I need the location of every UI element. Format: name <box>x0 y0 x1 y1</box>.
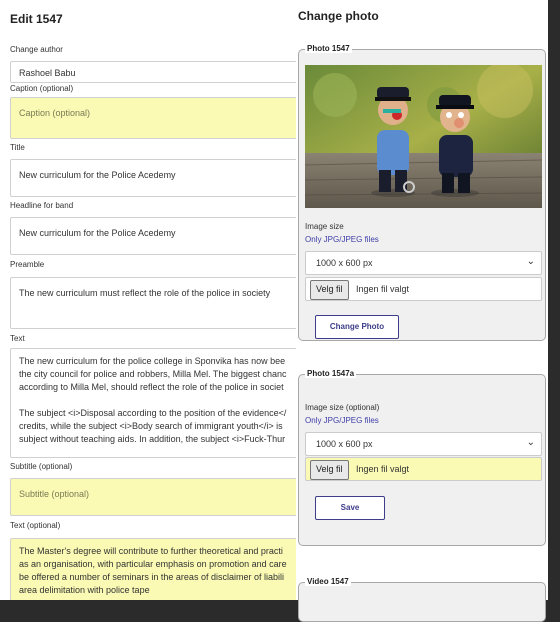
title-value: New curriculum for the Police Acedemy <box>19 170 176 180</box>
photo-1547-choose-file-button[interactable]: Velg fil <box>310 280 349 300</box>
author-value: Rashoel Babu <box>19 68 76 78</box>
subtitle-label: Subtitle (optional) <box>10 462 73 471</box>
chevron-down-icon: ⌄ <box>526 437 535 448</box>
photo-1547-file-input[interactable] <box>305 277 542 301</box>
photo-1547-file-status: Ingen fil valgt <box>356 284 410 294</box>
window-edge <box>548 0 560 600</box>
change-photo-title: Change photo <box>298 9 379 23</box>
preamble-label: Preamble <box>10 260 45 269</box>
photo-1547a-legend: Photo 1547a <box>307 369 355 378</box>
photo-1547-size-value: 1000 x 600 px <box>316 258 373 268</box>
headline-value: New curriculum for the Police Acedemy <box>19 228 176 238</box>
photo-1547a-fieldset <box>298 369 546 546</box>
headline-label: Headline for band <box>10 201 74 210</box>
photo-1547-fieldset <box>298 44 546 341</box>
author-label: Change author <box>10 45 63 54</box>
text-optional-label: Text (optional) <box>10 521 61 530</box>
caption-input[interactable] <box>10 97 300 139</box>
photo-1547a-file-input[interactable] <box>305 457 542 481</box>
photo-1547-hint: Only JPG/JPEG files <box>305 235 379 244</box>
subtitle-input[interactable] <box>10 478 300 516</box>
chevron-down-icon: ⌄ <box>526 256 535 267</box>
caption-placeholder: Caption (optional) <box>19 108 91 118</box>
save-button[interactable]: Save <box>315 496 385 520</box>
change-photo-button[interactable]: Change Photo <box>315 315 399 339</box>
title-input[interactable] <box>10 159 300 197</box>
caption-label: Caption (optional) <box>10 84 74 93</box>
text-label: Text <box>10 334 25 343</box>
author-field[interactable] <box>10 61 300 83</box>
photo-1547a-size-label: Image size (optional) <box>305 403 380 412</box>
photo-1547a-file-status: Ingen fil valgt <box>356 464 410 474</box>
photo-1547-legend: Photo 1547 <box>307 44 350 53</box>
text-area[interactable]: The new curriculum for the police college in Sponvika has now bee the city council for police and robbers, Milla Mel. The biggest chanc according to Milla Mel, should reflect the role of the police in societ The subject <i>Disposal according to the position of the evidence</ credits, while the subject <i>Body search of immigrant youth</i> is subject without teaching aids. In addition, the subject <i>Fuck-Thur <box>10 348 300 458</box>
photo-1547a-choose-file-button[interactable]: Velg fil <box>310 460 349 480</box>
preamble-value: The new curriculum must reflect the role of the police in society <box>19 288 271 298</box>
video-1547-legend: Video 1547 <box>307 577 349 586</box>
title-label: Title <box>10 143 25 152</box>
photo-1547a-size-value: 1000 x 600 px <box>316 439 373 449</box>
photo-1547a-size-select[interactable] <box>305 432 542 456</box>
headline-input[interactable] <box>10 217 300 255</box>
video-1547-fieldset <box>298 577 546 622</box>
photo-1547a-hint: Only JPG/JPEG files <box>305 416 379 425</box>
subtitle-placeholder: Subtitle (optional) <box>19 489 90 499</box>
page-title: Edit 1547 <box>10 12 63 26</box>
photo-1547-size-label: Image size <box>305 222 344 231</box>
photo-1547-size-select[interactable] <box>305 251 542 275</box>
police-figurines-photo <box>305 65 542 208</box>
preamble-input[interactable] <box>10 277 300 329</box>
text-optional-area[interactable]: The Master's degree will contribute to further theoretical and practi as an organisation, with particular emphasis on promotion and care be offered a number of seminars in the areas of disclaimer of liabili area delimitation with police tape <box>10 538 300 600</box>
